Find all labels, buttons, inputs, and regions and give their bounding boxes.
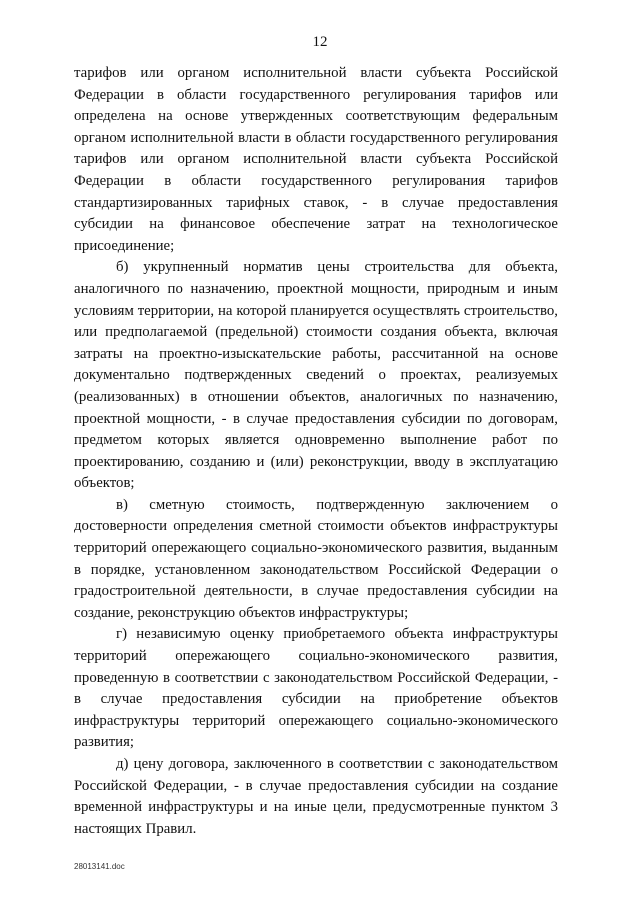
page-number: 12 (312, 34, 328, 50)
paragraph-continuation: тарифов или органом исполнительной власти субъекта Российской Федерации в области государственного регулирования тарифов или определена на основе утвержденных соответствующим федеральным органом исполнительной власти в области государственного регулирования тарифов или органом исполнительной власти субъекта Российской Федерации в области государственного регулирования тарифов стандартизированных тарифных ставок, - в случае предоставления субсидии на финансовое обеспечение затрат на технологическое присоединение; (74, 65, 558, 254)
paragraph-item-d: д) цену договора, заключенного в соответствии с законодательством Российской Федерации, - в случае предоставления субсидии на создание временной инфраструктуры и на иные цели, предусмотренные пунктом 3 настоящих Правил. (74, 756, 558, 837)
paragraph-item-b: б) укрупненный норматив цены строительства для объекта, аналогичного по назначению, проектной мощности, природным и иным условиям территории, на которой планируется осуществлять строительство, или предполагаемой (предельной) стоимости создания объекта, включая затраты на проектно-изыскательские работы, рассчитанной на основе документально подтвержденных сведений о проектах, реализуемых (реализованных) в отношении объектов, аналогичных по назначению, проектной мощности, - в случае предоставления субсидии по договорам, предметом которых является одновременно выполнение работ по проектированию, созданию и (или) реконструкции, вводу в эксплуатацию объектов; (74, 259, 558, 492)
footer-filename: 28013141.doc (74, 862, 125, 871)
paragraph-item-g: г) независимую оценку приобретаемого объекта инфраструктуры территорий опережающего социально-экономического развития, проведенную в соответствии с законодательством Российской Федерации, - в случае предоставления субсидии на приобретение объектов инфраструктуры территорий опережающего социально-экономического развития; (74, 626, 558, 751)
paragraph-item-v: в) сметную стоимость, подтвержденную заключением о достоверности определения сметной стоимости объектов инфраструктуры территорий опережающего социально-экономического развития, выданным в порядке, установленном законодательством Российской Федерации о градостроительной деятельности, в случае предоставления субсидии на создание, реконструкцию объектов инфраструктуры; (74, 496, 558, 621)
document-body (74, 63, 558, 840)
